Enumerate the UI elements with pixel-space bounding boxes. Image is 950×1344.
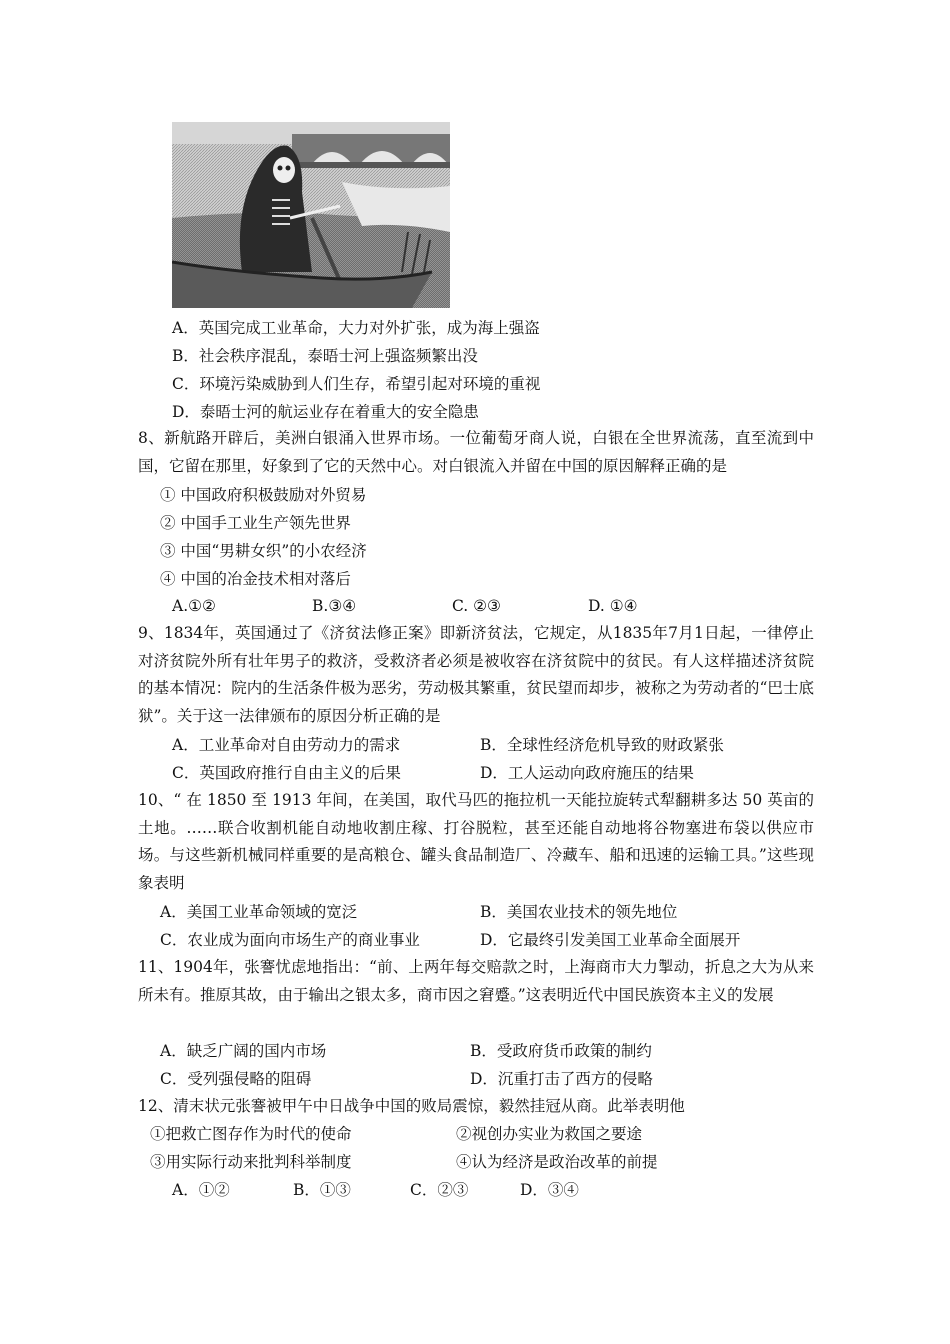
q9-option-c: C．英国政府推行自由主义的后果 [172, 764, 401, 782]
q12-option-b: B．①③ [293, 1181, 351, 1199]
q10-option-b: B．美国农业技术的领先地位 [480, 903, 678, 921]
q10-option-a: A．美国工业革命领域的宽泛 [160, 903, 358, 921]
q9-option-d: D．工人运动向政府施压的结果 [480, 764, 694, 782]
q9-option-b: B．全球性经济危机导致的财政紧张 [480, 736, 724, 754]
q9-option-a: A．工业革命对自由劳动力的需求 [172, 736, 401, 754]
q9-options-row2 [0, 763, 950, 783]
q8-option-d: D. ①④ [588, 597, 638, 615]
q9-stem: 9、1834年，英国通过了《济贫法修正案》即新济贫法，它规定，从1835年7月1日起，一律停止对济贫院外所有壮年男子的救济，受救济者必须是被收容在济贫院中的贫民。有人这样描述济贫院的基本情况：院内的生活条件极为恶劣，劳动极其繁重，贫民望而却步，被称之为劳动者的“巴士底狱”。关于这一法律颁布的原因分析正确的是 [138, 624, 814, 725]
q11-option-c: C．受列强侵略的阻碍 [160, 1070, 312, 1088]
q11-option-d: D．沉重打击了西方的侵略 [470, 1070, 653, 1088]
q12-item-4: ④认为经济是政治改革的前提 [456, 1153, 658, 1171]
q12-option-c: C．②③ [410, 1181, 469, 1199]
q8-option-c: C. ②③ [452, 597, 501, 615]
q12-item-1: ①把救亡图存作为时代的使命 [150, 1125, 352, 1143]
q9-options-row1 [0, 735, 950, 755]
q11-stem: 11、1904年，张謇忧虑地指出：“前、上两年每交赔款之时，上海商市大力掣动，折息之大为从来所未有。推原其故，由于输出之银太多，商市因之窘蹙。”这表明近代中国民族资本主义的发展 [138, 958, 814, 1004]
q10-options-row2 [0, 930, 950, 950]
q7-option-c: C．环境污染威胁到人们生存，希望引起对环境的重视 [172, 375, 541, 393]
q10-stem: 10、“ 在 1850 至 1913 年间，在美国，取代马匹的拖拉机一天能拉旋转式犁翻耕多达 50 英亩的土地。……联合收割机能自动地收割庄稼、打谷脱粒，甚至还能自动地将谷物塞进布袋以供应市场。与这些新机械同样重要的是高粮仓、罐头食品制造厂、冷藏车、船和迅速的运输工具。”这些现象表明 [138, 791, 814, 892]
q12-stem: 12、清末状元张謇被甲午中日战争中国的败局震惊，毅然挂冠从商。此举表明他 [138, 1097, 685, 1115]
q12-item-3: ③用实际行动来批判科举制度 [150, 1153, 352, 1171]
q7-option-d: D．泰晤士河的航运业存在着重大的安全隐患 [172, 403, 479, 421]
q12-items-row2 [0, 1152, 950, 1172]
q11-option-a: A．缺乏广阔的国内市场 [160, 1042, 327, 1060]
q12-item-2: ②视创办实业为救国之要途 [456, 1125, 643, 1143]
q8-item-1: ① 中国政府积极鼓励对外贸易 [160, 486, 367, 504]
q12-items-row1 [0, 1124, 950, 1144]
q7-option-b: B．社会秩序混乱，泰晤士河上强盗频繁出没 [172, 347, 478, 365]
q8-option-a: A.①② [172, 597, 216, 615]
q11-options-row1 [0, 1041, 950, 1061]
q7-option-a: A．英国完成工业革命，大力对外扩张，成为海上强盗 [172, 319, 540, 337]
q12-option-d: D．③④ [520, 1181, 579, 1199]
q11-option-b: B．受政府货币政策的制约 [470, 1042, 652, 1060]
q10-option-d: D．它最终引发美国工业革命全面展开 [480, 931, 741, 949]
q8-stem: 8、新航路开辟后，美洲白银涌入世界市场。一位葡萄牙商人说，白银在全世界流荡，直至流到中国，它留在那里，好象到了它的天然中心。对白银流入并留在中国的原因解释正确的是 [138, 429, 814, 475]
q11-options-row2 [0, 1069, 950, 1089]
q8-item-2: ② 中国手工业生产领先世界 [160, 514, 351, 532]
q8-item-4: ④ 中国的冶金技术相对落后 [160, 570, 351, 588]
skeleton-boat-illustration [172, 122, 450, 308]
q8-option-b: B.③④ [312, 597, 357, 615]
q12-option-a: A．①② [172, 1181, 230, 1199]
q8-options [0, 596, 950, 616]
q12-options [0, 1180, 950, 1200]
q8-item-3: ③ 中国“男耕女织”的小农经济 [160, 542, 367, 560]
q10-option-c: C．农业成为面向市场生产的商业事业 [160, 931, 420, 949]
q10-options-row1 [0, 902, 950, 922]
